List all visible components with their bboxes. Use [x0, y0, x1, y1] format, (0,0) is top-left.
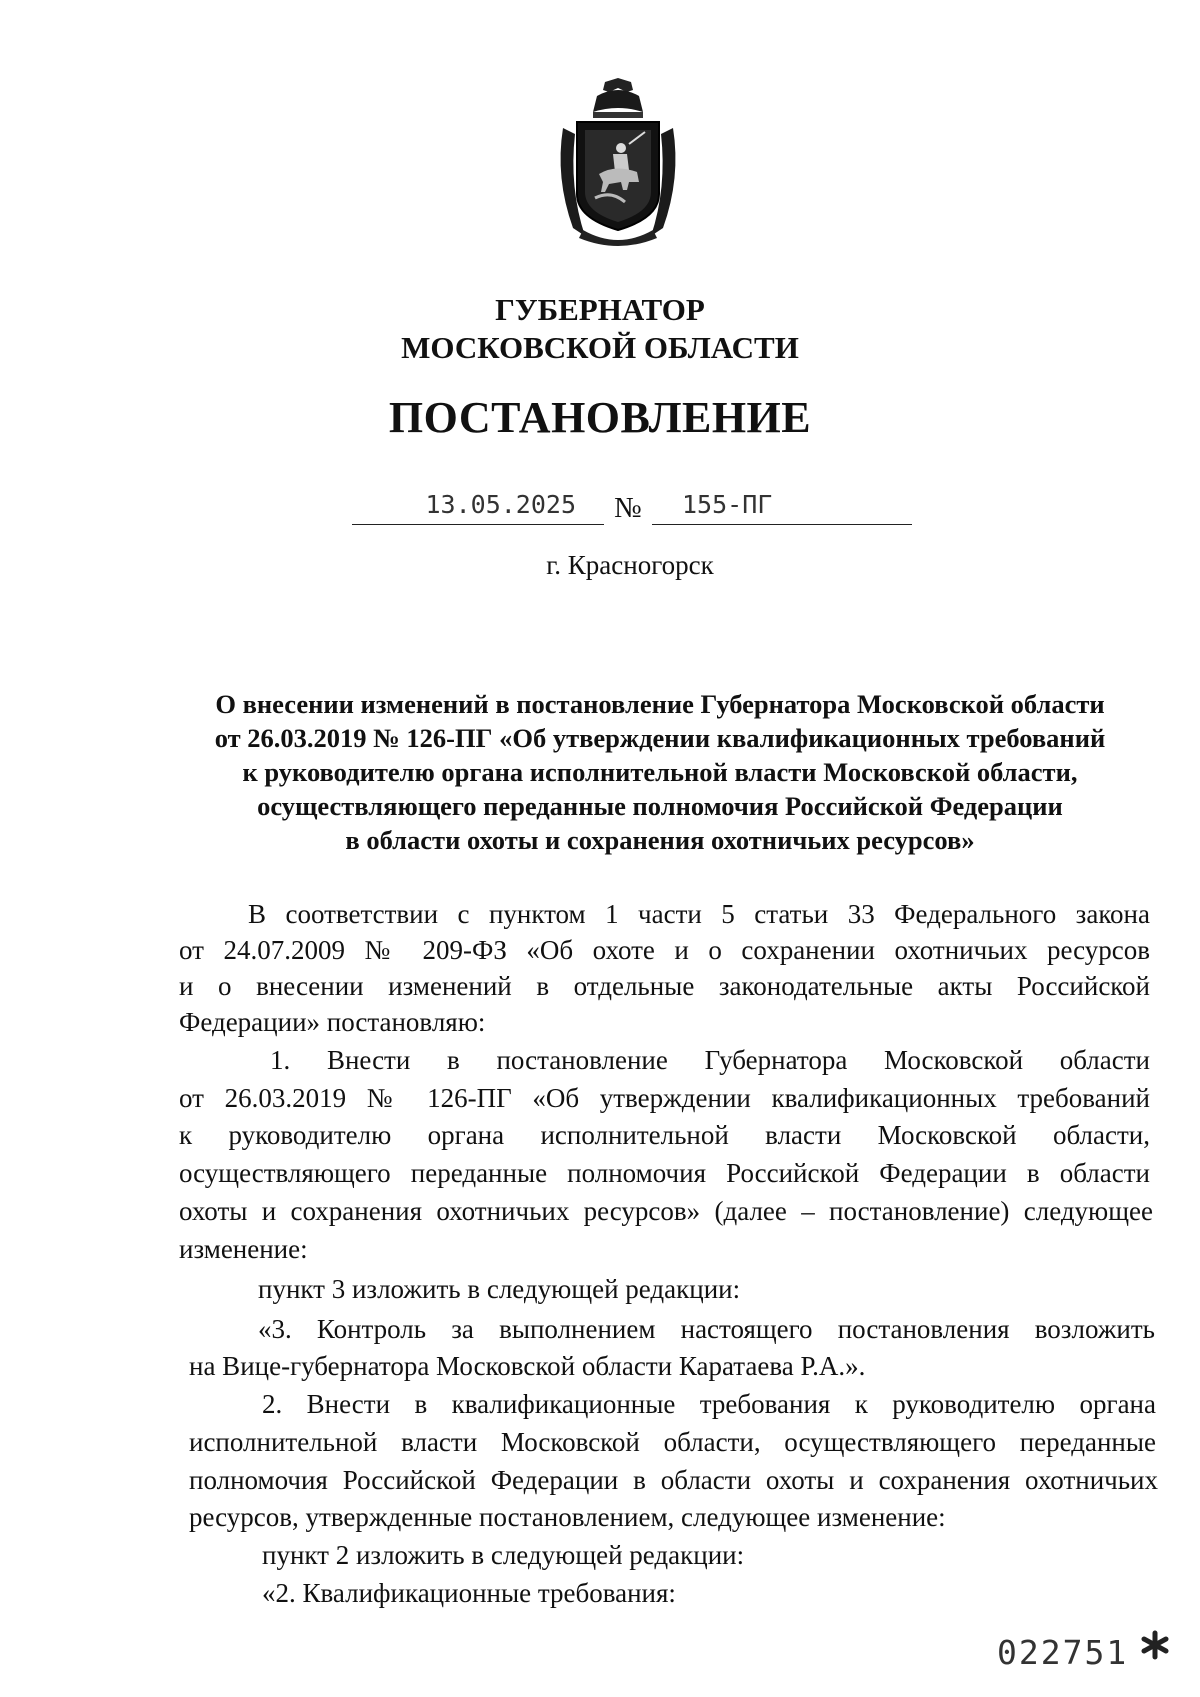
- body-line: полномочия Российской Федерации в области охоты и сохранения охотничьих: [189, 1465, 1158, 1495]
- subject-line: в области охоты и сохранения охотничьих ресурсов»: [345, 825, 975, 855]
- body-line: «2. Квалификационные требования:: [262, 1578, 676, 1608]
- serial-number-stamp: 022751: [997, 1633, 1129, 1672]
- body-line: В соответствии с пунктом 1 части 5 статьи 33 Федерального закона: [248, 899, 1150, 929]
- body-line: исполнительной власти Московской области, осуществляющего переданные: [189, 1427, 1156, 1457]
- subject-line: О внесении изменений в постановление Губернатора Московской области: [215, 689, 1105, 719]
- authority-name-line1: ГУБЕРНАТОР: [495, 292, 705, 327]
- body-line: к руководителю органа исполнительной власти Московской области,: [179, 1120, 1150, 1150]
- body-line: «3. Контроль за выполнением настоящего постановления возложить: [258, 1314, 1155, 1344]
- body-line: пункт 3 изложить в следующей редакции:: [258, 1274, 741, 1304]
- subject-line: осуществляющего переданные полномочия Российской Федерации: [257, 791, 1063, 821]
- coat-of-arms-emblem: [555, 78, 681, 246]
- document-type-title: ПОСТАНОВЛЕНИЕ: [388, 393, 812, 442]
- body-line: от 24.07.2009 № 209-ФЗ «Об охоте и о сохранении охотничьих ресурсов: [179, 935, 1150, 965]
- body-line: Федерации» постановляю:: [179, 1007, 486, 1037]
- asterisk-icon: [1140, 1630, 1170, 1660]
- body-line: 2. Внести в квалификационные требования к руководителю органа: [262, 1389, 1156, 1419]
- body-line: на Вице-губернатора Московской области Каратаева Р.А.».: [189, 1351, 866, 1381]
- number-field: [652, 490, 912, 525]
- authority-name-line2: МОСКОВСКОЙ ОБЛАСТИ: [401, 330, 799, 365]
- body-line: осуществляющего переданные полномочия Российской Федерации в области: [179, 1158, 1150, 1188]
- document-date: 13.05.2025: [425, 490, 576, 519]
- body-line: пункт 2 изложить в следующей редакции:: [262, 1540, 745, 1570]
- date-field: [352, 490, 604, 525]
- document-subject: [160, 687, 1160, 857]
- body-line: от 26.03.2019 № 126-ПГ «Об утверждении квалификационных требований: [179, 1083, 1150, 1113]
- document-number: 155-ПГ: [682, 490, 773, 519]
- body-line: охоты и сохранения охотничьих ресурсов» (далее – постановление) следующее: [179, 1196, 1153, 1226]
- subject-line: от 26.03.2019 № 126-ПГ «Об утверждении квалификационных требований: [214, 723, 1106, 753]
- body-line: и о внесении изменений в отдельные законодательные акты Российской: [179, 971, 1150, 1001]
- subject-line: к руководителю органа исполнительной власти Московской области,: [242, 757, 1078, 787]
- number-sign: №: [614, 492, 642, 524]
- body-line: изменение:: [179, 1234, 308, 1264]
- body-line: ресурсов, утвержденные постановлением, следующее изменение:: [189, 1502, 946, 1532]
- body-line: 1. Внести в постановление Губернатора Московской области: [270, 1045, 1150, 1075]
- city-name: г. Красногорск: [546, 550, 714, 580]
- date-number-line: [352, 490, 912, 526]
